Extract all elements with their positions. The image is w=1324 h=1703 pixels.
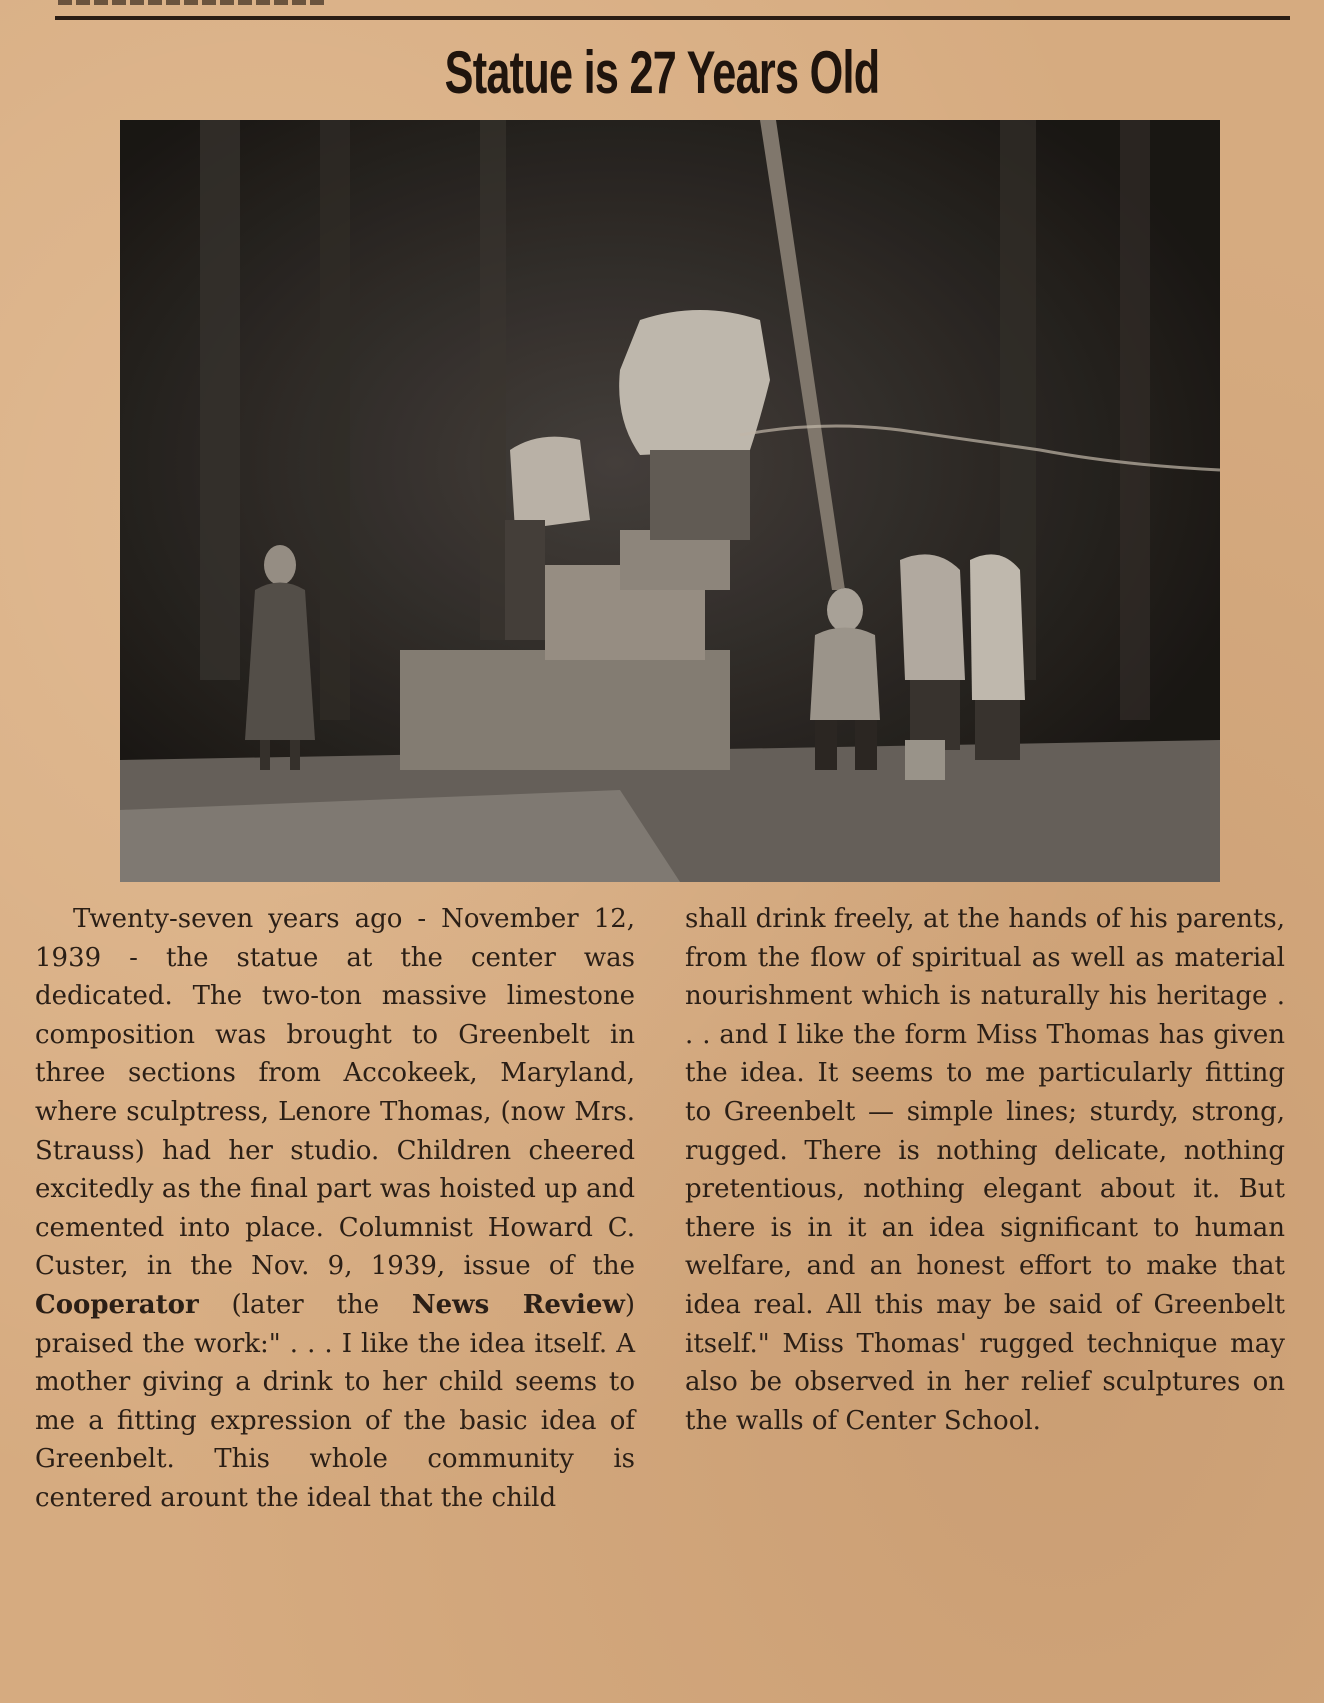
headline: Statue is 27 Years Old bbox=[444, 39, 880, 106]
statue-photo-image bbox=[120, 120, 1220, 882]
article-column-right bbox=[685, 900, 1285, 1440]
top-cut-text-fragment bbox=[58, 0, 328, 5]
column-right-text: shall drink freely, at the hands of his parents, from the flow of spiritual as well as material nourishment which is naturally his heritage . . . and I like the form Miss Thomas has given the idea. It seems to me particularly fitting to Greenbelt — simple lines; sturdy, strong, rugged. There is nothing delicate, nothing pretentious, nothing elegant about it. But there is in it an idea significant to human welfare, and an honest effort to make that idea real. All this may be said of Greenbelt itself." Miss Thomas' rugged technique may also be observed in her relief sculptures on the walls of Center School. bbox=[685, 904, 1285, 1436]
article-column-left bbox=[35, 900, 635, 1518]
column-left-text-3: ) praised the work:" . . . I like the idea itself. A mother giving a drink to her child seems to me a fitting expression of the basic idea of Greenbelt. This whole community is centered arount the ideal that the child bbox=[35, 1289, 635, 1513]
top-rule bbox=[55, 16, 1290, 20]
publication-name-cooperator: Cooperator bbox=[35, 1289, 199, 1320]
column-left-text-1: Twenty-seven years ago - November 12, 1939 - the statue at the center was dedicated. The two-ton massive limestone composition was brought to Greenbelt in three sections from Accokeek, Maryland, where sculptress, Lenore Thomas, (now Mrs. Strauss) had her studio. Children cheered excitedly as the final part was hoisted up and cemented into place. Columnist Howard C. Custer, in the Nov. 9, 1939, issue of the bbox=[35, 904, 635, 1282]
publication-name-news-review: News Review bbox=[411, 1289, 625, 1320]
column-left-text-2: (later the bbox=[198, 1289, 412, 1320]
article-body bbox=[35, 900, 1295, 1680]
statue-photo bbox=[120, 120, 1220, 882]
